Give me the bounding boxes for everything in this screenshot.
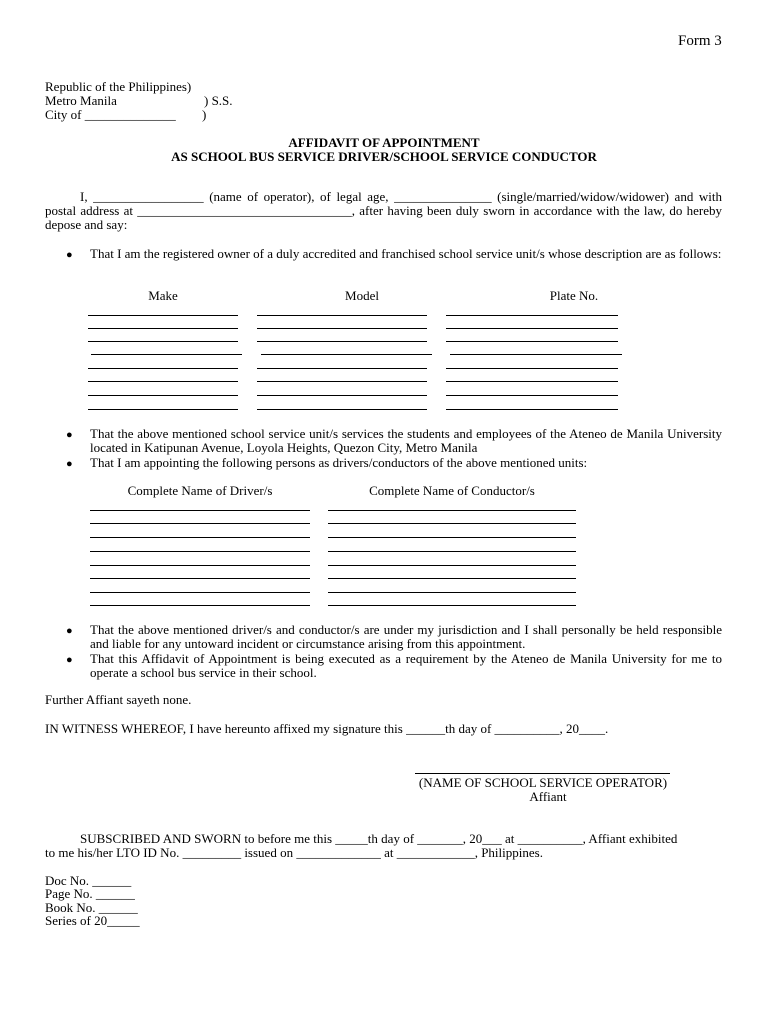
bullet-requirement-statement: That this Affidavit of Appointment is being executed as a requirement by the Ateneo de Manila University for me to operate a school bus service in their school. bbox=[90, 651, 722, 680]
header-plate-no: Plate No. bbox=[549, 288, 599, 303]
conductor-line bbox=[328, 551, 576, 552]
conductor-line bbox=[328, 537, 576, 538]
driver-line bbox=[90, 578, 310, 579]
conductor-line bbox=[328, 605, 576, 606]
model-line bbox=[257, 409, 427, 410]
signature-name-label: (NAME OF SCHOOL SERVICE OPERATOR) bbox=[418, 775, 668, 790]
model-line bbox=[257, 395, 427, 396]
plate-line bbox=[446, 341, 618, 342]
form-number: Form 3 bbox=[678, 33, 722, 49]
header-model: Model bbox=[345, 288, 379, 303]
make-line bbox=[88, 381, 238, 382]
plate-line bbox=[446, 381, 618, 382]
model-line bbox=[257, 328, 427, 329]
signature-role-label: Affiant bbox=[529, 789, 567, 804]
notary-book-no: Book No. ______ bbox=[45, 900, 138, 915]
driver-line bbox=[90, 605, 310, 606]
conductor-line bbox=[328, 565, 576, 566]
driver-line bbox=[90, 565, 310, 566]
make-line bbox=[88, 341, 238, 342]
conductor-line bbox=[328, 510, 576, 511]
plate-line bbox=[446, 368, 618, 369]
bullet-appointing-statement: That I am appointing the following persons as drivers/conductors of the above mentioned units: bbox=[90, 455, 588, 470]
bullet-marker: ● bbox=[66, 625, 73, 637]
intro-paragraph: I, _________________ (name of operator), of legal age, _______________ (single/married/widow/widower) and with postal address at _________________________________, after having been duly sworn in accordance with the law, do hereby depose and say: bbox=[45, 189, 722, 232]
header-city: City of ______________ bbox=[45, 107, 176, 122]
notary-doc-no: Doc No. ______ bbox=[45, 873, 132, 888]
bullet-service-statement: That the above mentioned school service unit/s services the students and employees of the Ateneo de Manila University located in Katipunan Avenue, Loyola Heights, Quezon City, Metro Manila bbox=[90, 426, 722, 455]
further-affiant-text: Further Affiant sayeth none. bbox=[45, 692, 192, 707]
conductor-line bbox=[328, 523, 576, 524]
conductor-line bbox=[328, 592, 576, 593]
bullet-marker: ● bbox=[66, 654, 73, 666]
header-republic: Republic of the Philippines) bbox=[45, 79, 192, 94]
bullet-owner-statement: That I am the registered owner of a duly accredited and franchised school service unit/s whose description are as follows: bbox=[90, 246, 722, 261]
plate-line bbox=[450, 354, 622, 355]
driver-line bbox=[90, 551, 310, 552]
driver-line bbox=[90, 537, 310, 538]
plate-line bbox=[446, 328, 618, 329]
notary-series: Series of 20_____ bbox=[45, 913, 140, 928]
make-line bbox=[88, 395, 238, 396]
model-line bbox=[257, 341, 427, 342]
signature-line bbox=[415, 773, 670, 774]
header-metro-manila: Metro Manila bbox=[45, 93, 117, 108]
model-line bbox=[257, 368, 427, 369]
plate-line bbox=[446, 409, 618, 410]
witness-statement: IN WITNESS WHEREOF, I have hereunto affixed my signature this ______th day of __________, 20____. bbox=[45, 721, 609, 736]
header-driver-names: Complete Name of Driver/s bbox=[127, 483, 273, 498]
notary-page-no: Page No. ______ bbox=[45, 886, 135, 901]
model-line bbox=[261, 354, 432, 355]
document-title: AFFIDAVIT OF APPOINTMENT bbox=[288, 135, 480, 150]
subscribed-sworn-paragraph: SUBSCRIBED AND SWORN to before me this _____th day of _______, 20___ at __________, Affiant exhibited to me his/her LTO ID No. _________ issued on _____________ at ____________, Philippines. bbox=[45, 831, 678, 860]
make-line bbox=[91, 354, 242, 355]
plate-line bbox=[446, 395, 618, 396]
make-line bbox=[88, 328, 238, 329]
make-line bbox=[88, 409, 238, 410]
model-line bbox=[257, 315, 427, 316]
make-line bbox=[88, 368, 238, 369]
driver-line bbox=[90, 510, 310, 511]
header-city-paren: ) bbox=[202, 107, 207, 122]
header-ss: ) S.S. bbox=[204, 93, 233, 108]
driver-line bbox=[90, 523, 310, 524]
conductor-line bbox=[328, 578, 576, 579]
header-make: Make bbox=[148, 288, 178, 303]
bullet-marker: ● bbox=[66, 458, 73, 470]
make-line bbox=[88, 315, 238, 316]
document-subtitle: AS SCHOOL BUS SERVICE DRIVER/SCHOOL SERVICE CONDUCTOR bbox=[171, 149, 597, 164]
model-line bbox=[257, 381, 427, 382]
bullet-marker: ● bbox=[66, 429, 73, 441]
bullet-marker: ● bbox=[66, 249, 73, 261]
driver-line bbox=[90, 592, 310, 593]
bullet-responsibility-statement: That the above mentioned driver/s and conductor/s are under my jurisdiction and I shall personally be held responsible and liable for any untoward incident or circumstance arising from this appointment. bbox=[90, 622, 722, 651]
plate-line bbox=[446, 315, 618, 316]
header-conductor-names: Complete Name of Conductor/s bbox=[369, 483, 535, 498]
